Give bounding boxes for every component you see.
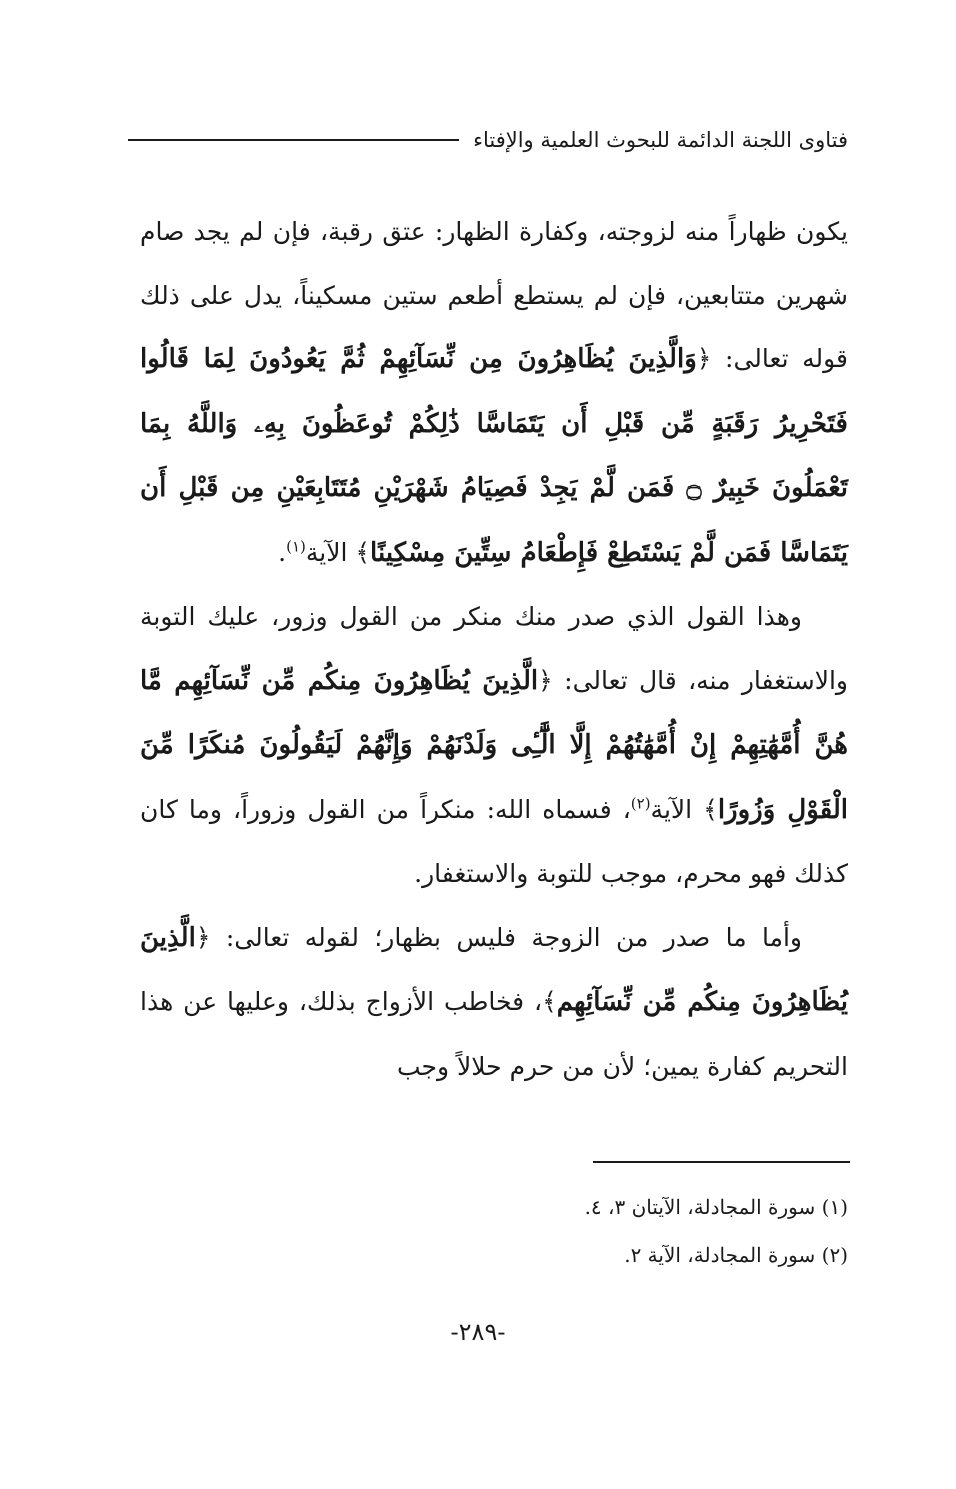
ayah-close-bracket: ﴾	[542, 987, 557, 1016]
footnote-ref-2[interactable]: (٢)	[630, 794, 651, 813]
footnotes	[140, 1183, 848, 1279]
page-number: -٢٨٩-	[450, 1318, 506, 1346]
paragraph-3	[140, 906, 848, 1099]
quran-verse: وَالَّذِينَ يُظَاهِرُونَ مِن نِّسَآئِهِمْ ثُمَّ يَعُودُونَ لِمَا قَالُوا فَتَحْرِيرُ رَقَبَةٍ مِّن قَبْلِ أَن يَتَمَاسَّا ذَٰلِكُمْ تُوعَظُونَ بِهِۦ وَاللَّهُ بِمَا تَعْمَلُونَ خَبِيرٌ ۝ فَمَن لَّمْ يَجِدْ فَصِيَامُ شَهْرَيْنِ مُتَتَابِعَيْنِ مِن قَبْلِ أَن يَتَمَاسَّا فَمَن لَّمْ يَسْتَطِعْ فَإِطْعَامُ سِتِّينَ مِسْكِينًا	[140, 344, 849, 568]
body-text	[140, 200, 848, 1098]
ayah-close-bracket: ﴾	[355, 537, 371, 567]
ayah-open-bracket: ﴿	[696, 344, 712, 373]
ayah-label: الآية	[305, 537, 348, 567]
paragraph-2-text-cont: ، فسماه الله: منكراً من القول وزوراً، وما كان كذلك فهو محرم، موجب للتوبة والاستغفار.	[140, 794, 848, 888]
paragraph-2	[140, 585, 848, 906]
header-title: فتاوى اللجنة الدائمة للبحوث العلمية والإفتاء	[473, 128, 848, 152]
ayah-open-bracket: ﴿	[195, 922, 211, 952]
ayah-open-bracket: ﴿	[538, 665, 553, 695]
footnote-2: (٢) سورة المجادلة، الآية ٢.	[624, 1243, 848, 1267]
sentence-end: .	[278, 537, 287, 567]
header-rule	[128, 139, 459, 141]
footnote-ref-1[interactable]: (١)	[286, 537, 306, 556]
footnote-separator	[593, 1161, 850, 1163]
running-header	[128, 128, 848, 152]
quran-verse: الَّذِينَ يُظَاهِرُونَ مِنكُم مِّن نِّسَآئِهِم مَّا هُنَّ أُمَّهَٰتِهِمْ إِنْ أُمَّهَٰتُهُمْ إِلَّا الَّٰٓـِٔى وَلَدْنَهُمْ وَإِنَّهُمْ لَيَقُولُونَ مُنكَرًا مِّنَ الْقَوْلِ وَزُورًا	[140, 665, 849, 825]
quran-verse: الَّذِينَ يُظَاهِرُونَ مِنكُم مِّن نِّسَآئِهِم	[140, 922, 848, 1017]
paragraph-1-text: يكون ظهاراً منه لزوجته، وكفارة الظهار: عتق رقبة، فإن لم يجد صام شهرين متتابعين، فإن لم يستطع أطعم ستين مسكيناً، يدل على ذلك قوله تعالى:	[140, 217, 848, 373]
paragraph-3-text-cont: ، فخاطب الأزواج بذلك، وعليها عن هذا التحريم كفارة يمين؛ لأن من حرم حلالاً وجب	[140, 987, 848, 1081]
ayah-label: الآية	[650, 794, 693, 824]
paragraph-1	[140, 200, 848, 585]
paragraph-2-text: وهذا القول الذي صدر منك منكر من القول وزور، عليك التوبة والاستغفار منه، قال تعالى:	[140, 602, 848, 695]
footnote-1: (١) سورة المجادلة، الآيتان ٣، ٤.	[584, 1195, 848, 1219]
ayah-close-bracket: ﴾	[703, 794, 718, 824]
paragraph-3-text: وأما ما صدر من الزوجة فليس بظهار؛ لقوله تعالى:	[225, 922, 802, 952]
